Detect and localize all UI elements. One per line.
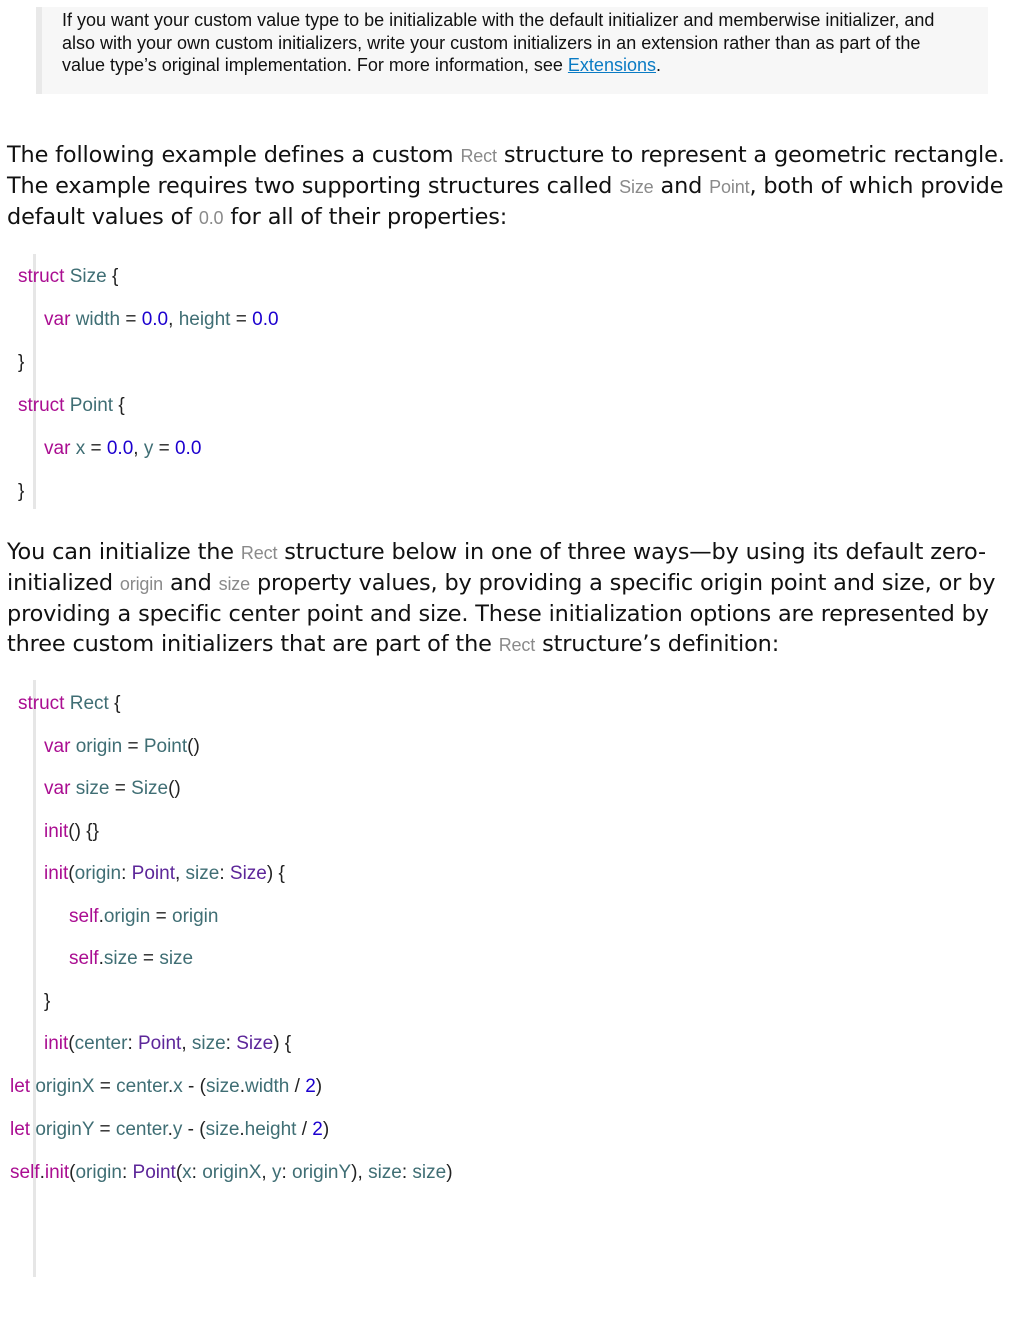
code-token: =	[137, 948, 160, 969]
code-token: .	[167, 1076, 174, 1097]
code-token: () {}	[68, 821, 99, 842]
code-token: .	[167, 1119, 173, 1140]
code-token: Point	[143, 736, 188, 757]
code-token: size	[185, 863, 220, 884]
code-token: 0.0	[106, 438, 134, 459]
code-token: :	[281, 1162, 293, 1183]
code-token: :	[121, 863, 132, 884]
code-token: origin	[74, 863, 122, 884]
code-token: ,	[133, 438, 144, 459]
code-token: =	[120, 309, 142, 330]
code-token: origin	[75, 736, 123, 757]
code-token: x	[182, 1162, 192, 1183]
code-token: (	[175, 1162, 183, 1183]
extensions-link[interactable]: Extensions	[567, 55, 656, 75]
code-line	[69, 947, 193, 971]
inline-code-zero: 0.0	[198, 208, 224, 228]
code-token: let	[10, 1076, 31, 1097]
code-token: =	[153, 438, 175, 459]
paragraph-2	[7, 537, 1019, 660]
code-token: center	[74, 1033, 128, 1054]
code-token: self	[69, 906, 99, 927]
code-line	[18, 351, 24, 375]
code-token: Size	[229, 863, 267, 884]
code-token: .	[239, 1119, 245, 1140]
code-token: =	[94, 1076, 117, 1097]
code-token: (	[69, 1162, 76, 1183]
code-token: self	[10, 1162, 40, 1183]
code-token: =	[85, 438, 107, 459]
code-token: - (	[182, 1076, 206, 1097]
code-token: size	[159, 948, 194, 969]
code-token: =	[122, 736, 144, 757]
code-token: center	[116, 1076, 168, 1097]
inline-code-rect: Rect	[460, 146, 497, 166]
code-token: :	[401, 1162, 413, 1183]
code-token: width	[245, 1076, 290, 1097]
code-token: =	[150, 906, 172, 927]
code-token: init	[44, 1162, 70, 1183]
code-token: ()	[168, 778, 181, 799]
code-token: - (	[182, 1119, 206, 1140]
code-token: size	[75, 778, 110, 799]
code-line	[44, 308, 279, 332]
code-token: y	[143, 438, 154, 459]
code-token: 2	[305, 1076, 316, 1097]
code-token: ,	[168, 309, 179, 330]
code-token: =	[230, 309, 253, 330]
paragraph-1	[7, 140, 1019, 233]
para1-text-a: The following example defines a custom	[7, 142, 461, 168]
code-token: =	[109, 778, 132, 799]
code-token: =	[94, 1119, 116, 1140]
code-token: var	[44, 736, 71, 757]
code-token: 0.0	[141, 309, 169, 330]
code-token: height	[244, 1119, 297, 1140]
code-token: Point	[131, 863, 175, 884]
code-token: height	[178, 309, 231, 330]
code-line	[10, 1161, 453, 1185]
code-token: size	[412, 1162, 447, 1183]
code-line	[10, 1075, 322, 1099]
code-token: init	[44, 1033, 69, 1054]
code-line	[44, 735, 200, 759]
code-token: ()	[187, 736, 200, 757]
code-token: center	[115, 1119, 168, 1140]
code-token: :	[225, 1033, 237, 1054]
code-token: Rect	[69, 693, 109, 714]
code-token: }	[18, 481, 25, 502]
code-token: {	[106, 266, 119, 287]
code-line	[69, 905, 218, 929]
code-token: :	[121, 1162, 133, 1183]
inline-code-rect-2: Rect	[498, 635, 536, 655]
code-token: {	[108, 693, 121, 714]
para2-text-e: structure’s definition:	[535, 631, 780, 657]
para2-text-b: structure below in one of three ways—by using its default zero-initialized	[7, 539, 986, 596]
code-token: {	[113, 395, 125, 416]
note-callout	[36, 7, 988, 94]
code-line	[18, 692, 120, 716]
inline-code-rect: Rect	[240, 543, 278, 563]
para2-text-a: You can initialize the	[7, 539, 241, 565]
para2-text-d: property values, by providing a specific origin point and size, or by providing a specific center point and size. These initialization options are represented by three custom initializers that are part of the	[7, 570, 996, 657]
code-line	[18, 265, 118, 289]
code-token: /	[296, 1119, 313, 1140]
code-token: Size	[69, 266, 107, 287]
code-line	[44, 1032, 291, 1056]
code-token: struct	[18, 693, 65, 714]
code-token: x	[75, 438, 86, 459]
code-token: var	[44, 438, 71, 459]
code-token: width	[75, 309, 121, 330]
code-line	[44, 777, 181, 801]
code-token: 0.0	[174, 438, 202, 459]
code-token: origin	[103, 906, 151, 927]
code-line	[44, 862, 285, 886]
code-line	[10, 1118, 329, 1142]
code-line	[44, 990, 50, 1014]
code-token: .	[239, 1076, 246, 1097]
code-token: ) {	[273, 1033, 292, 1054]
code-token: x	[173, 1076, 183, 1097]
inline-code-size: size	[218, 574, 251, 594]
para1-text-e: for all of their properties:	[223, 204, 508, 230]
code-token: originX	[202, 1162, 262, 1183]
code-token: 0.0	[252, 309, 279, 330]
code-token: struct	[18, 395, 65, 416]
code-token: ,	[174, 863, 186, 884]
code-token: origin	[172, 906, 219, 927]
note-end: .	[655, 55, 661, 75]
code-token: init	[44, 863, 69, 884]
code-token: var	[44, 778, 71, 799]
inline-code-size: Size	[619, 177, 654, 197]
code-token: y	[172, 1119, 183, 1140]
code-token: size	[205, 1119, 240, 1140]
code-token: y	[271, 1162, 282, 1183]
code-token: Size	[131, 778, 169, 799]
code-token: (	[68, 863, 75, 884]
code-token: :	[127, 1033, 138, 1054]
code-token: (	[68, 1033, 75, 1054]
inline-code-origin: origin	[119, 574, 163, 594]
code-token: init	[44, 821, 69, 842]
code-token: :	[219, 863, 230, 884]
code-line	[18, 394, 125, 418]
code-token: )	[322, 1119, 330, 1140]
code-token: self	[69, 948, 99, 969]
code-token: }	[44, 991, 51, 1012]
para2-text-c: and	[162, 570, 219, 596]
code-token: }	[18, 352, 25, 373]
para1-text-b: structure to represent a geometric rectangle. The example requires two supporting structures called	[7, 142, 1005, 199]
code-token: .	[98, 906, 104, 927]
code-token: struct	[18, 266, 65, 287]
code-token: .	[39, 1162, 45, 1183]
code-block-rect	[10, 680, 936, 1277]
code-token: originY	[35, 1119, 95, 1140]
para1-text-c: and	[653, 173, 710, 199]
code-token: Size	[236, 1033, 274, 1054]
code-token: ,	[261, 1162, 272, 1183]
code-token: ) {	[266, 863, 285, 884]
code-token: /	[289, 1076, 306, 1097]
code-token: size	[191, 1033, 226, 1054]
code-token: size	[205, 1076, 240, 1097]
para1-text-d: , both of which provide default values of	[7, 173, 1004, 230]
code-token: size	[368, 1162, 402, 1183]
code-token: originY	[292, 1162, 352, 1183]
code-token: Point	[138, 1033, 182, 1054]
code-token: let	[10, 1119, 31, 1140]
code-token: )	[315, 1076, 323, 1097]
code-line	[18, 480, 24, 504]
code-token: size	[103, 948, 138, 969]
code-token: ,	[181, 1033, 192, 1054]
code-token: )	[446, 1162, 453, 1183]
code-token: ),	[351, 1162, 369, 1183]
code-token: :	[191, 1162, 203, 1183]
note-text: If you want your custom value type to be initializable with the default initializer and memberwise initializer, and also with your own custom initializers, write your custom initializers in an extension rather than as part of the value type’s original implementation. For more information, see	[62, 10, 935, 75]
code-block-size-point	[18, 254, 936, 509]
code-token: originX	[35, 1076, 95, 1097]
code-token: Point	[69, 395, 114, 416]
code-token: var	[44, 309, 71, 330]
code-token: .	[98, 948, 104, 969]
code-token: Point	[132, 1162, 176, 1183]
inline-code-point: Point	[709, 177, 750, 197]
code-token: origin	[75, 1162, 122, 1183]
code-line	[44, 437, 201, 461]
code-line	[44, 820, 99, 844]
code-token: 2	[312, 1119, 323, 1140]
